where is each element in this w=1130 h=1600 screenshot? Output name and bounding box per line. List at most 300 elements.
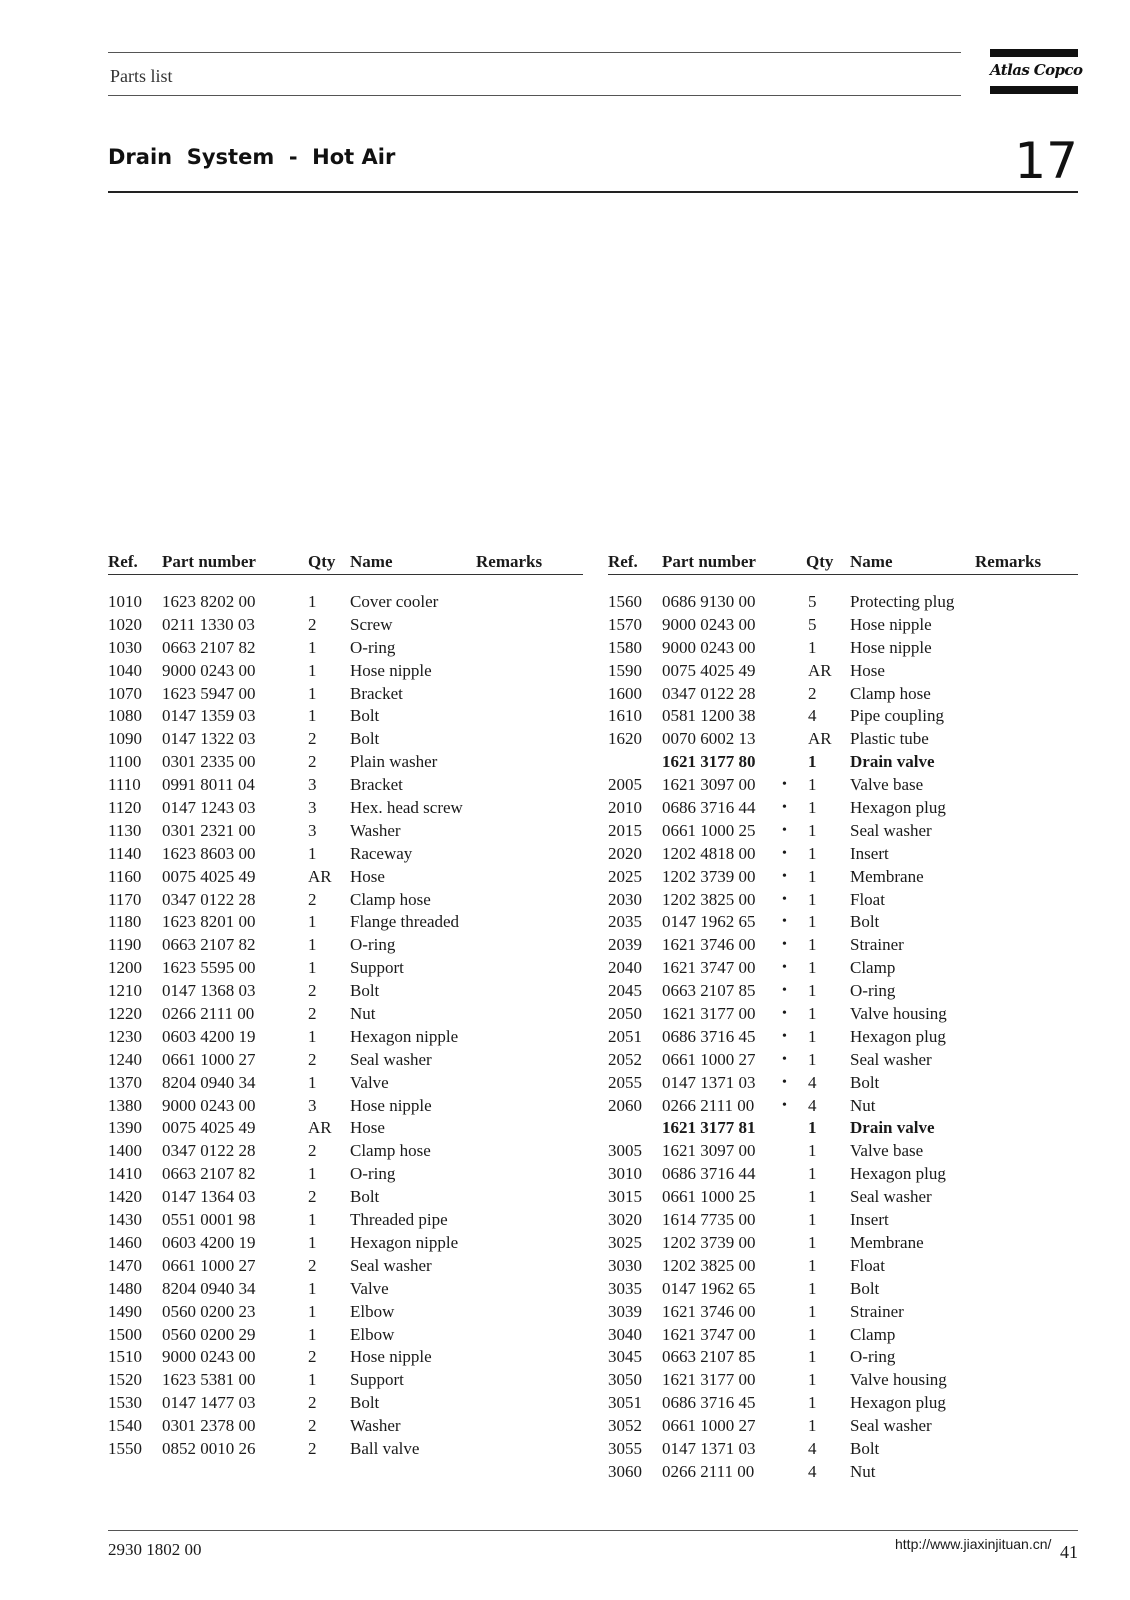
- table-row: [608, 889, 1078, 912]
- table-row: [608, 1438, 1078, 1461]
- qty-cell: 1: [808, 1278, 817, 1298]
- table-row: [108, 1209, 583, 1232]
- name-cell: Hexagon nipple: [350, 1232, 459, 1252]
- table-row: [108, 866, 583, 889]
- part-number-cell: 0070 6002 13: [662, 729, 756, 749]
- name-cell: Valve: [350, 1072, 389, 1092]
- ref-cell: 2055: [608, 1072, 642, 1092]
- part-number-cell: 0663 2107 82: [162, 637, 256, 657]
- qty-cell: 1: [808, 889, 817, 909]
- table-row: [108, 1049, 583, 1072]
- table-row: [608, 1301, 1078, 1324]
- part-number-cell: 0560 0200 23: [162, 1301, 256, 1321]
- ref-cell: 3010: [608, 1164, 642, 1184]
- name-cell: Clamp: [850, 1324, 896, 1344]
- parts-table-right: [608, 552, 1078, 1484]
- ref-cell: 1420: [108, 1187, 142, 1207]
- part-number-cell: 0147 1359 03: [162, 706, 256, 726]
- ref-cell: 1520: [108, 1370, 142, 1390]
- name-cell: O-ring: [350, 637, 396, 657]
- name-cell: Bolt: [350, 1393, 380, 1413]
- part-number-cell: 0661 1000 25: [662, 820, 756, 840]
- ref-cell: 3020: [608, 1210, 642, 1230]
- ref-cell: 1580: [608, 637, 642, 657]
- table-row: [608, 705, 1078, 728]
- name-cell: Seal washer: [850, 1416, 932, 1436]
- qty-cell: 1: [808, 1004, 817, 1024]
- name-cell: Plain washer: [350, 752, 438, 772]
- ref-cell: 1190: [108, 935, 142, 955]
- section-label: Parts list: [110, 66, 173, 86]
- ref-cell: 1070: [108, 683, 142, 703]
- name-cell: Bolt: [850, 1438, 880, 1458]
- kit-bullet: •: [782, 983, 787, 999]
- ref-cell: 3035: [608, 1278, 642, 1298]
- table-row: [608, 1003, 1078, 1026]
- ref-cell: 3055: [608, 1438, 642, 1458]
- ref-cell: 1600: [608, 683, 642, 703]
- qty-cell: 1: [308, 1232, 317, 1252]
- part-number-cell: 0661 1000 27: [162, 1049, 256, 1069]
- ref-cell: 1590: [608, 660, 642, 680]
- name-cell: Hose nipple: [350, 1347, 432, 1367]
- table-row: [608, 1415, 1078, 1438]
- ref-cell: 1560: [608, 592, 642, 611]
- part-number-cell: 0663 2107 82: [162, 935, 256, 955]
- name-cell: Bolt: [850, 1278, 880, 1298]
- header-remarks: Remarks: [476, 552, 543, 571]
- kit-bullet: •: [782, 914, 787, 930]
- table-row: [608, 683, 1078, 706]
- ref-cell: 1550: [108, 1438, 142, 1458]
- kit-bullet: •: [782, 960, 787, 976]
- name-cell: Ball valve: [350, 1438, 420, 1458]
- table-row: [608, 637, 1078, 660]
- ref-cell: 1010: [108, 592, 142, 611]
- name-cell: Nut: [850, 1095, 876, 1115]
- qty-cell: 2: [808, 683, 817, 703]
- qty-cell: 1: [308, 1324, 317, 1344]
- part-number-cell: 8204 0940 34: [162, 1072, 256, 1092]
- table-row: [108, 728, 583, 751]
- qty-cell: 1: [808, 1301, 817, 1321]
- ref-cell: 1170: [108, 889, 142, 909]
- qty-cell: 1: [308, 912, 317, 932]
- name-cell: Screw: [350, 614, 393, 634]
- table-row: [608, 1461, 1078, 1484]
- part-number-cell: 0147 1477 03: [162, 1393, 256, 1413]
- qty-cell: 1: [808, 912, 817, 932]
- name-cell: Hose nipple: [850, 637, 932, 657]
- table-row: [608, 1278, 1078, 1301]
- qty-cell: 3: [308, 775, 317, 795]
- table-body: [108, 591, 583, 1461]
- part-number-cell: 0147 1371 03: [662, 1438, 756, 1458]
- ref-cell: 1410: [108, 1164, 142, 1184]
- qty-cell: 2: [308, 1187, 317, 1207]
- table-row: [108, 1117, 583, 1140]
- table-row: [608, 751, 1078, 774]
- table-row: [608, 1049, 1078, 1072]
- part-number-cell: 0147 1368 03: [162, 981, 256, 1001]
- part-number-cell: 0603 4200 19: [162, 1232, 256, 1252]
- name-cell: Clamp hose: [350, 889, 431, 909]
- kit-bullet: •: [782, 800, 787, 816]
- name-cell: Bolt: [350, 981, 380, 1001]
- table-row: [108, 1346, 583, 1369]
- part-number-cell: 0661 1000 27: [662, 1416, 756, 1436]
- ref-cell: 1130: [108, 820, 142, 840]
- part-number-cell: 0991 8011 04: [162, 775, 255, 795]
- table-row: [608, 1095, 1078, 1118]
- qty-cell: 2: [308, 1049, 317, 1069]
- ref-cell: 3040: [608, 1324, 642, 1344]
- ref-cell: 2035: [608, 912, 642, 932]
- table-row: [108, 1369, 583, 1392]
- table-row: [608, 1209, 1078, 1232]
- header-ref: Ref.: [608, 552, 638, 571]
- table-row: [608, 1186, 1078, 1209]
- ref-cell: 1470: [108, 1255, 142, 1275]
- name-cell: Threaded pipe: [350, 1210, 448, 1230]
- part-number-cell: 0075 4025 49: [162, 866, 256, 886]
- part-number-cell: 1621 3746 00: [662, 935, 756, 955]
- qty-cell: 2: [308, 1416, 317, 1436]
- part-number-cell: 1202 3739 00: [662, 866, 756, 886]
- part-number-cell: 0581 1200 38: [662, 706, 756, 726]
- ref-cell: 1430: [108, 1210, 142, 1230]
- table-row: [108, 1186, 583, 1209]
- kit-bullet: •: [782, 1097, 787, 1113]
- header-part-number: Part number: [662, 552, 756, 571]
- ref-cell: 2040: [608, 958, 642, 978]
- ref-cell: 2039: [608, 935, 642, 955]
- ref-cell: 1210: [108, 981, 142, 1001]
- qty-cell: 1: [308, 637, 317, 657]
- name-cell: Seal washer: [850, 820, 932, 840]
- name-cell: Seal washer: [350, 1255, 432, 1275]
- name-cell: Seal washer: [850, 1187, 932, 1207]
- document-number: 2930 1802 00: [108, 1540, 202, 1559]
- table-row: [608, 911, 1078, 934]
- qty-cell: 2: [308, 752, 317, 772]
- name-cell: Hose nipple: [850, 614, 932, 634]
- qty-cell: 1: [308, 935, 317, 955]
- table-row: [108, 683, 583, 706]
- part-number-cell: 0560 0200 29: [162, 1324, 256, 1344]
- table-row: [108, 1392, 583, 1415]
- table-row: [108, 774, 583, 797]
- qty-cell: AR: [808, 729, 832, 749]
- header-qty: Qty: [806, 552, 834, 571]
- part-number-cell: 0301 2321 00: [162, 820, 256, 840]
- ref-cell: 1220: [108, 1004, 142, 1024]
- ref-cell: 1140: [108, 843, 142, 863]
- name-cell: Washer: [350, 820, 401, 840]
- ref-cell: 1090: [108, 729, 142, 749]
- table-row: [108, 957, 583, 980]
- qty-cell: 1: [808, 1187, 817, 1207]
- name-cell: Washer: [350, 1416, 401, 1436]
- name-cell: Float: [850, 889, 885, 909]
- qty-cell: 1: [308, 706, 317, 726]
- table-row: [108, 1026, 583, 1049]
- ref-cell: 1510: [108, 1347, 142, 1367]
- table-row: [608, 728, 1078, 751]
- part-number-cell: 0852 0010 26: [162, 1438, 256, 1458]
- part-number-cell: 0603 4200 19: [162, 1026, 256, 1046]
- name-cell: Seal washer: [850, 1049, 932, 1069]
- part-number-cell: 0661 1000 27: [662, 1049, 756, 1069]
- kit-bullet: •: [782, 937, 787, 953]
- atlas-copco-logo: [990, 49, 1083, 94]
- name-cell: Bolt: [350, 729, 380, 749]
- name-cell: Hose: [350, 866, 385, 886]
- table-row: [108, 1415, 583, 1438]
- name-cell: Drain valve: [850, 752, 935, 772]
- qty-cell: 1: [808, 1118, 817, 1138]
- ref-cell: 3015: [608, 1187, 642, 1207]
- name-cell: Bolt: [850, 912, 880, 932]
- name-cell: Bolt: [850, 1072, 880, 1092]
- name-cell: Nut: [350, 1004, 376, 1024]
- qty-cell: 1: [808, 1347, 817, 1367]
- part-number-cell: 0266 2111 00: [662, 1461, 755, 1481]
- name-cell: Nut: [850, 1461, 876, 1481]
- header-part-number: Part number: [162, 552, 256, 571]
- table-row: [608, 1232, 1078, 1255]
- qty-cell: 2: [308, 981, 317, 1001]
- name-cell: Plastic tube: [850, 729, 929, 749]
- table-row: [108, 591, 583, 614]
- name-cell: O-ring: [850, 981, 896, 1001]
- table-row: [608, 774, 1078, 797]
- ref-cell: 1460: [108, 1232, 142, 1252]
- name-cell: Hexagon nipple: [350, 1026, 459, 1046]
- ref-cell: 1120: [108, 798, 142, 818]
- part-number-cell: 0347 0122 28: [662, 683, 756, 703]
- table-row: [108, 934, 583, 957]
- footer-rule: [108, 1530, 1078, 1531]
- qty-cell: AR: [808, 660, 832, 680]
- header-ref: Ref.: [108, 552, 138, 571]
- part-number-cell: 0075 4025 49: [162, 1118, 256, 1138]
- ref-cell: 1160: [108, 866, 142, 886]
- ref-cell: 1380: [108, 1095, 142, 1115]
- name-cell: Valve: [350, 1278, 389, 1298]
- ref-cell: 3005: [608, 1141, 642, 1161]
- parts-table-left: [108, 552, 583, 1461]
- part-number-cell: 0663 2107 85: [662, 1347, 756, 1367]
- name-cell: Seal washer: [350, 1049, 432, 1069]
- table-row: [608, 1392, 1078, 1415]
- table-row: [608, 820, 1078, 843]
- qty-cell: 1: [808, 798, 817, 818]
- part-number-cell: 1621 3747 00: [662, 958, 756, 978]
- name-cell: Raceway: [350, 843, 413, 863]
- qty-cell: AR: [308, 1118, 332, 1138]
- ref-cell: 1240: [108, 1049, 142, 1069]
- table-row: [108, 1278, 583, 1301]
- kit-bullet: •: [782, 822, 787, 838]
- name-cell: Hose nipple: [350, 660, 432, 680]
- ref-cell: 1610: [608, 706, 642, 726]
- qty-cell: 1: [808, 1416, 817, 1436]
- table-row: [108, 1255, 583, 1278]
- name-cell: Bracket: [350, 683, 403, 703]
- table-row: [108, 1301, 583, 1324]
- table-row: [108, 911, 583, 934]
- qty-cell: 2: [308, 1004, 317, 1024]
- ref-cell: 3045: [608, 1347, 642, 1367]
- qty-cell: 1: [308, 592, 317, 611]
- part-number-cell: 0147 1371 03: [662, 1072, 756, 1092]
- part-number-cell: 1623 8201 00: [162, 912, 256, 932]
- qty-cell: 1: [308, 1210, 317, 1230]
- part-number-cell: 0686 9130 00: [662, 592, 756, 611]
- name-cell: Hose nipple: [350, 1095, 432, 1115]
- ref-cell: 2015: [608, 820, 642, 840]
- table-row: [608, 843, 1078, 866]
- part-number-cell: 0686 3716 44: [662, 1164, 756, 1184]
- table-row: [108, 637, 583, 660]
- kit-bullet: •: [782, 1006, 787, 1022]
- table-header: [608, 552, 1078, 575]
- ref-cell: 1040: [108, 660, 142, 680]
- qty-cell: 1: [808, 1049, 817, 1069]
- ref-cell: 2025: [608, 866, 642, 886]
- qty-cell: 4: [808, 1072, 817, 1092]
- ref-cell: 1230: [108, 1026, 142, 1046]
- ref-cell: 2051: [608, 1026, 642, 1046]
- qty-cell: 1: [808, 637, 817, 657]
- name-cell: Bolt: [350, 706, 380, 726]
- part-number-cell: 0301 2378 00: [162, 1416, 256, 1436]
- part-number-cell: 1621 3097 00: [662, 1141, 756, 1161]
- ref-cell: 2060: [608, 1095, 642, 1115]
- ref-cell: 2050: [608, 1004, 642, 1024]
- name-cell: Valve base: [850, 775, 924, 795]
- qty-cell: 1: [808, 1324, 817, 1344]
- table-row: [608, 934, 1078, 957]
- brand-logotype: Atlas Copco: [990, 61, 1083, 79]
- part-number-cell: 0266 2111 00: [162, 1004, 255, 1024]
- qty-cell: 2: [308, 1255, 317, 1275]
- name-cell: Hexagon plug: [850, 1026, 946, 1046]
- header-name: Name: [850, 552, 893, 571]
- part-number-cell: 0301 2335 00: [162, 752, 256, 772]
- part-number-cell: 1202 3739 00: [662, 1232, 756, 1252]
- ref-cell: 1100: [108, 752, 142, 772]
- ref-cell: 3025: [608, 1232, 642, 1252]
- part-number-cell: 1614 7735 00: [662, 1210, 756, 1230]
- qty-cell: 1: [808, 775, 817, 795]
- table-row: [108, 1438, 583, 1461]
- footer-url: http://www.jiaxinjituan.cn/: [895, 1536, 1052, 1552]
- table-row: [608, 866, 1078, 889]
- qty-cell: 2: [308, 614, 317, 634]
- qty-cell: 1: [808, 1210, 817, 1230]
- part-number-cell: 0661 1000 27: [162, 1255, 256, 1275]
- table-row: [108, 1140, 583, 1163]
- qty-cell: 2: [308, 1347, 317, 1367]
- table-row: [608, 1072, 1078, 1095]
- part-number-cell: 9000 0243 00: [162, 660, 256, 680]
- part-number-cell: 0147 1962 65: [662, 912, 756, 932]
- qty-cell: 1: [308, 660, 317, 680]
- name-cell: Hose: [850, 660, 885, 680]
- qty-cell: 5: [808, 614, 817, 634]
- qty-cell: 3: [308, 820, 317, 840]
- qty-cell: 1: [808, 752, 817, 772]
- kit-bullet: •: [782, 845, 787, 861]
- part-number-cell: 9000 0243 00: [662, 637, 756, 657]
- header-bottom-rule: [108, 95, 961, 96]
- ref-cell: 1500: [108, 1324, 142, 1344]
- part-number-cell: 0147 1364 03: [162, 1187, 256, 1207]
- part-number-cell: 1621 3097 00: [662, 775, 756, 795]
- part-number-cell: 1621 3177 00: [662, 1004, 756, 1024]
- ref-cell: 3060: [608, 1461, 642, 1481]
- qty-cell: 1: [808, 935, 817, 955]
- ref-cell: 3052: [608, 1416, 642, 1436]
- table-row: [608, 1163, 1078, 1186]
- kit-bullet: •: [782, 891, 787, 907]
- name-cell: O-ring: [350, 1164, 396, 1184]
- name-cell: Hexagon plug: [850, 798, 946, 818]
- name-cell: Cover cooler: [350, 592, 439, 611]
- header-qty: Qty: [308, 552, 336, 571]
- part-number-cell: 1623 5947 00: [162, 683, 256, 703]
- name-cell: Protecting plug: [850, 592, 955, 611]
- table-row: [108, 980, 583, 1003]
- kit-bullet: •: [782, 1028, 787, 1044]
- qty-cell: 1: [308, 1026, 317, 1046]
- table-row: [608, 591, 1078, 614]
- name-cell: Strainer: [850, 1301, 904, 1321]
- table-row: [608, 1369, 1078, 1392]
- table-row: [608, 797, 1078, 820]
- qty-cell: 2: [308, 1141, 317, 1161]
- part-number-cell: 0663 2107 82: [162, 1164, 256, 1184]
- name-cell: Clamp hose: [350, 1141, 431, 1161]
- name-cell: Float: [850, 1255, 885, 1275]
- table-row: [108, 797, 583, 820]
- title-rule: [108, 191, 1078, 193]
- part-number-cell: 1621 3177 81: [662, 1118, 756, 1138]
- name-cell: Support: [350, 958, 404, 978]
- name-cell: Elbow: [350, 1301, 395, 1321]
- name-cell: Membrane: [850, 1232, 924, 1252]
- qty-cell: 1: [808, 820, 817, 840]
- ref-cell: 1390: [108, 1118, 142, 1138]
- qty-cell: 1: [808, 1393, 817, 1413]
- ref-cell: 1080: [108, 706, 142, 726]
- table-row: [608, 660, 1078, 683]
- part-number-cell: 1621 3746 00: [662, 1301, 756, 1321]
- qty-cell: 1: [808, 958, 817, 978]
- name-cell: Bolt: [350, 1187, 380, 1207]
- qty-cell: 1: [308, 683, 317, 703]
- part-number-cell: 1202 4818 00: [662, 843, 756, 863]
- qty-cell: 2: [308, 1393, 317, 1413]
- part-number-cell: 0147 1962 65: [662, 1278, 756, 1298]
- part-number-cell: 0686 3716 45: [662, 1393, 756, 1413]
- name-cell: Drain valve: [850, 1118, 935, 1138]
- name-cell: O-ring: [350, 935, 396, 955]
- ref-cell: 2020: [608, 843, 642, 863]
- part-number-cell: 0686 3716 44: [662, 798, 756, 818]
